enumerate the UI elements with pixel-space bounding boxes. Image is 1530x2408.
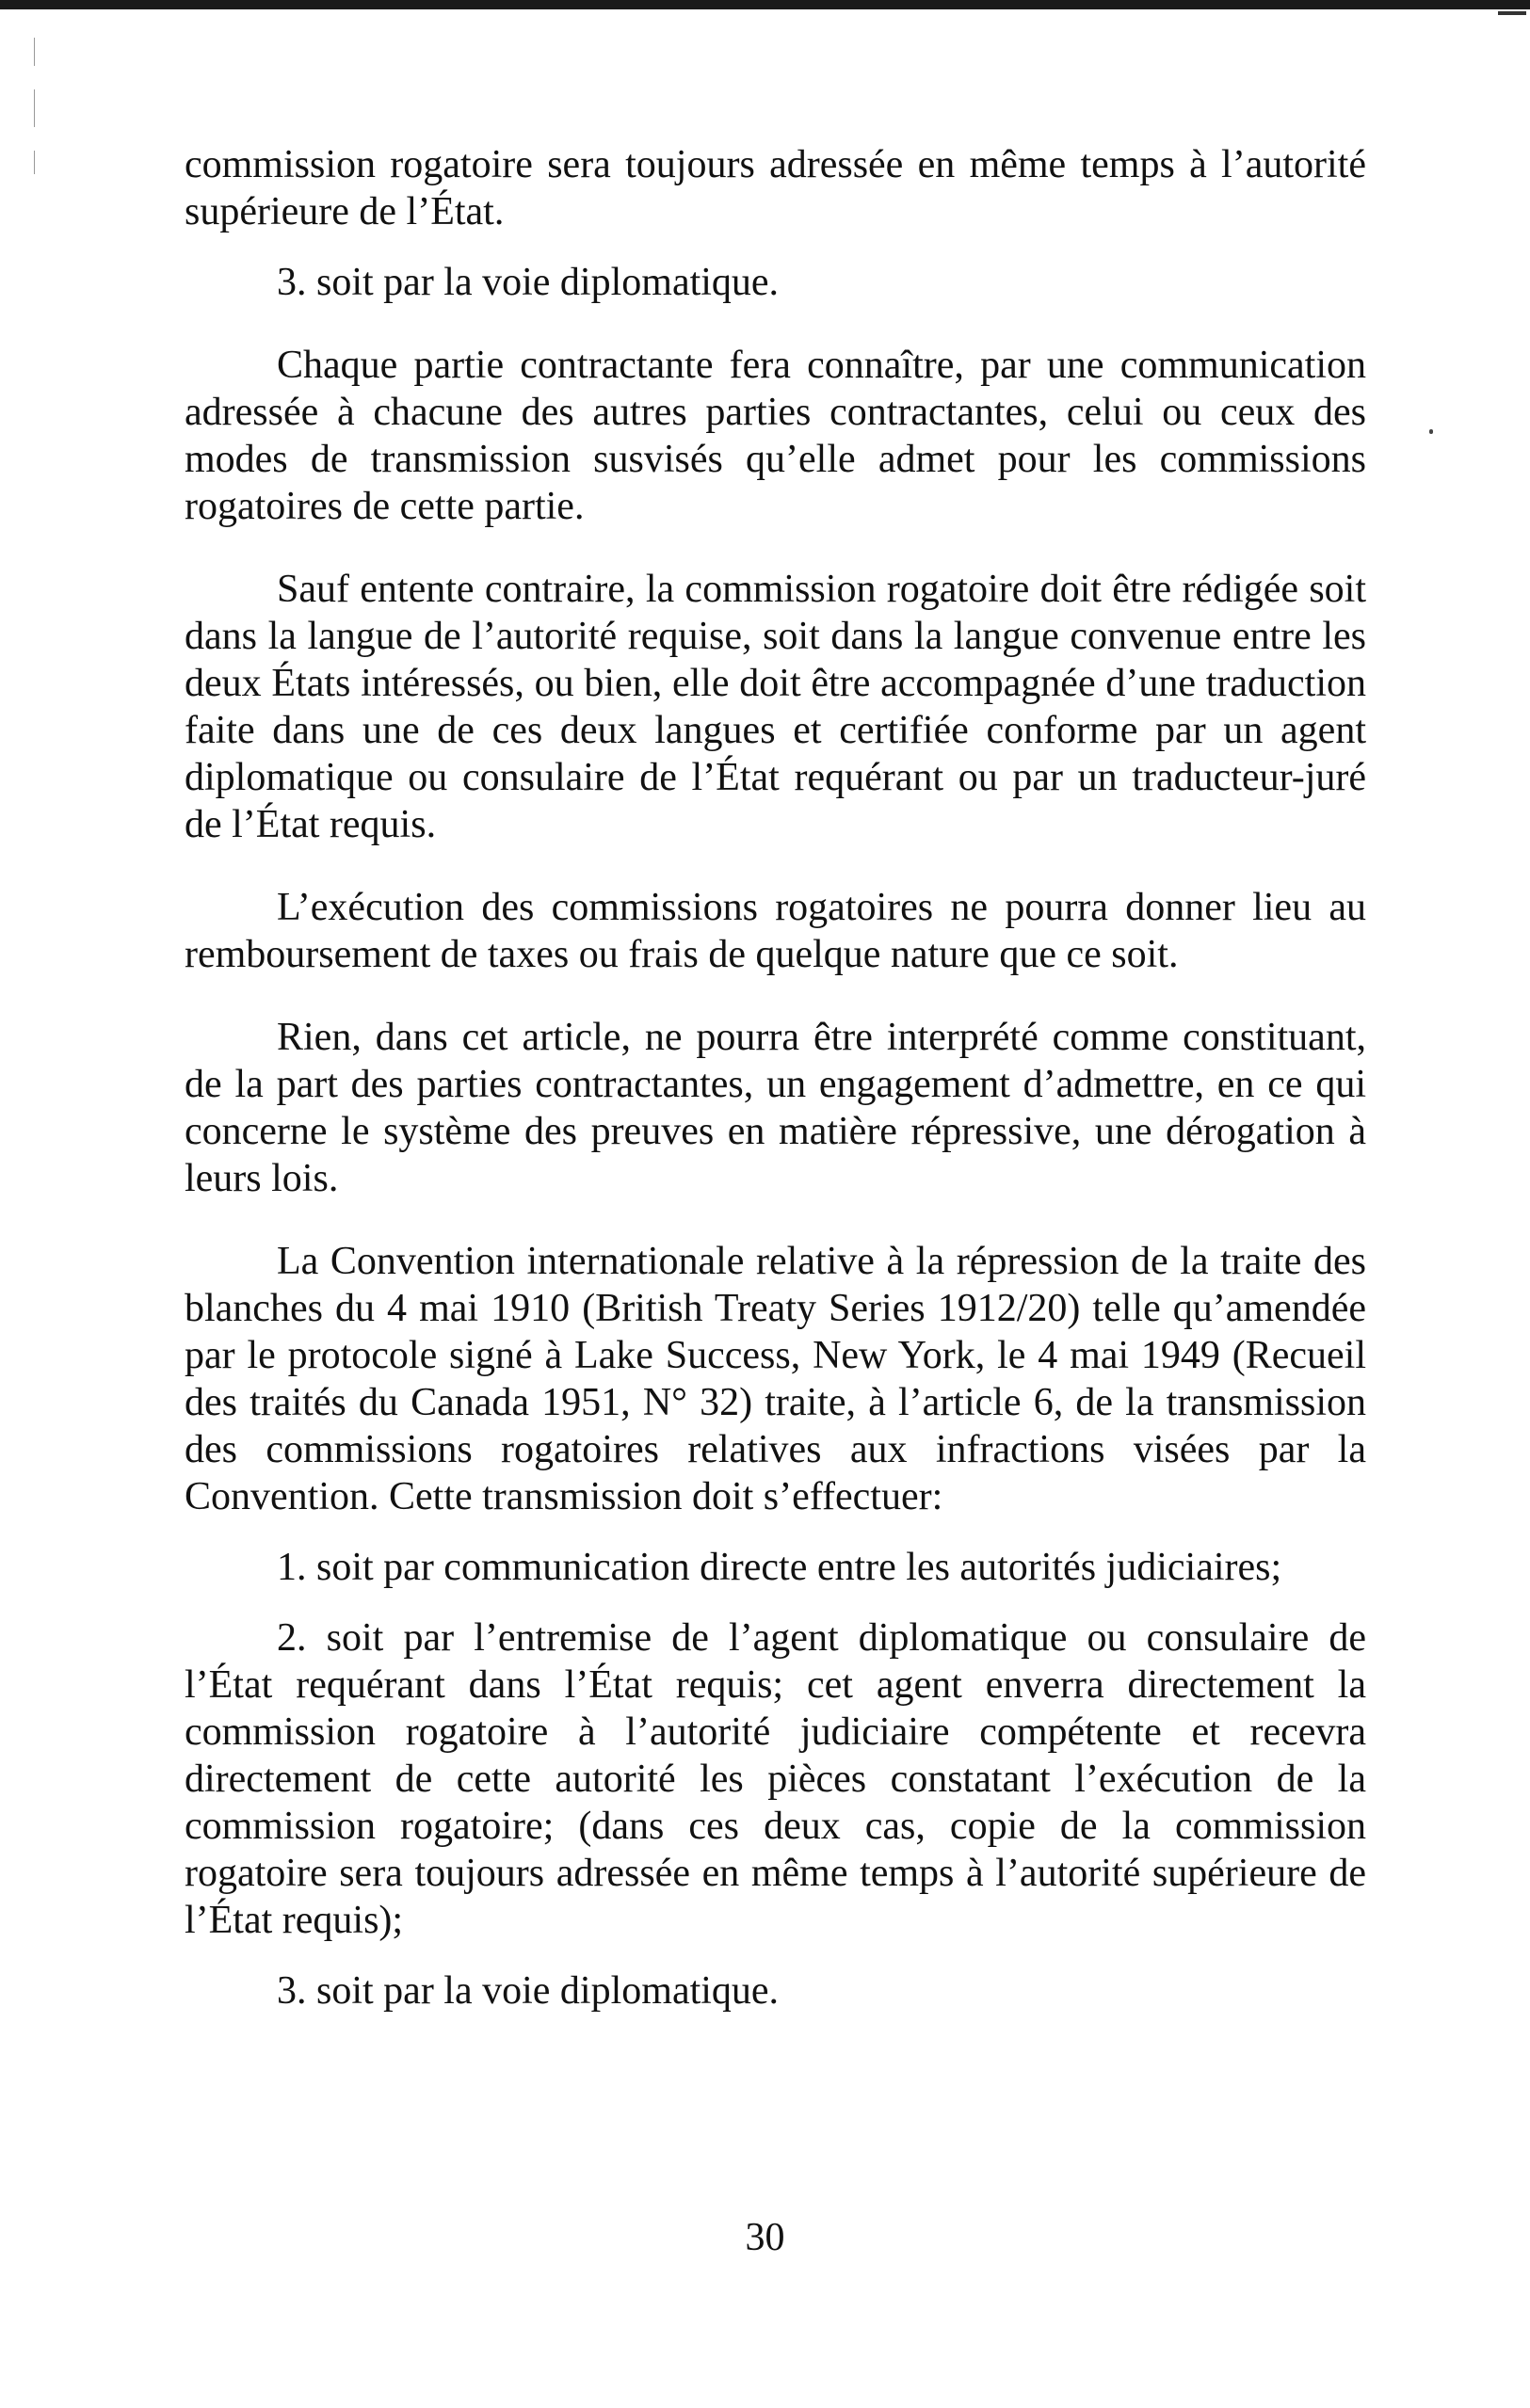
paragraph-continuation: commission rogatoire sera toujours adressée en même temps à l’autorité supérieure de l’État. [185, 143, 1366, 233]
scan-speck [1429, 429, 1433, 434]
scan-margin-tick [34, 89, 35, 127]
paragraph-fees: L’exécution des commissions rogatoires ne pourra donner lieu au remboursement de taxes ou frais de quelque nature que ce soit. [185, 886, 1366, 976]
list-item-3-diplomatic: 3. soit par la voie diplomatique. [277, 261, 780, 304]
page-number: 30 [745, 2216, 785, 2259]
document-body [185, 141, 1366, 2015]
scan-margin-tick [34, 38, 35, 66]
paragraph-language: Sauf entente contraire, la commission rogatoire doit être rédigée soit dans la langue de l’autorité requise, soit dans la langue convenue entre les deux États intéressés, ou bien, elle doit être accompagnée d’une traduction faite dans une de ces deux langues et certifiée conforme par un agent diplomatique ou consulaire de l’État requérant ou par un traducteur-juré de l’État requis. [185, 568, 1366, 846]
scan-corner-mark [1498, 11, 1526, 15]
paragraph-transmission-modes: Chaque partie contractante fera connaître, par une communication adressée à chacune des autres parties contractantes, celui ou ceux des modes de transmission susvisés qu’elle admet pour les commissions rogatoires de cette partie. [185, 344, 1366, 528]
paragraph-interpretation: Rien, dans cet article, ne pourra être interprété comme constituant, de la part des parties contractantes, un engagement d’admettre, en ce qui concerne le système des preuves en matière répressive, une dérogation à leurs lois. [185, 1016, 1366, 1200]
paragraph-convention-1910: La Convention internationale relative à la répression de la traite des blanches du 4 mai 1910 (British Treaty Series 1912/20) telle qu’amendée par le protocole signé à Lake Success, New York, le 4 mai 1949 (Recueil des traités du Canada 1951, N° 32) traite, à l’article 6, de la transmission des commissions rogatoires relatives aux infractions visées par la Convention. Cette transmission doit s’effectuer: [185, 1240, 1366, 1518]
scan-margin-tick [34, 151, 35, 174]
list-item-1-direct: 1. soit par communication directe entre les autorités judiciaires; [277, 1546, 1282, 1589]
list-item-3-diplomatic-final: 3. soit par la voie diplomatique. [277, 1969, 780, 2013]
scan-top-border [0, 0, 1530, 9]
list-item-2-intermediary: 2. soit par l’entremise de l’agent diplomatique ou consulaire de l’État requérant dans l’État requis; cet agent enverra directement la commission rogatoire à l’autorité judiciaire compétente et recevra directement de cette autorité les pièces constatant l’exécution de la commission rogatoire; (dans ces deux cas, copie de la commission rogatoire sera toujours adressée en même temps à l’autorité supérieure de l’État requis); [185, 1616, 1366, 1942]
